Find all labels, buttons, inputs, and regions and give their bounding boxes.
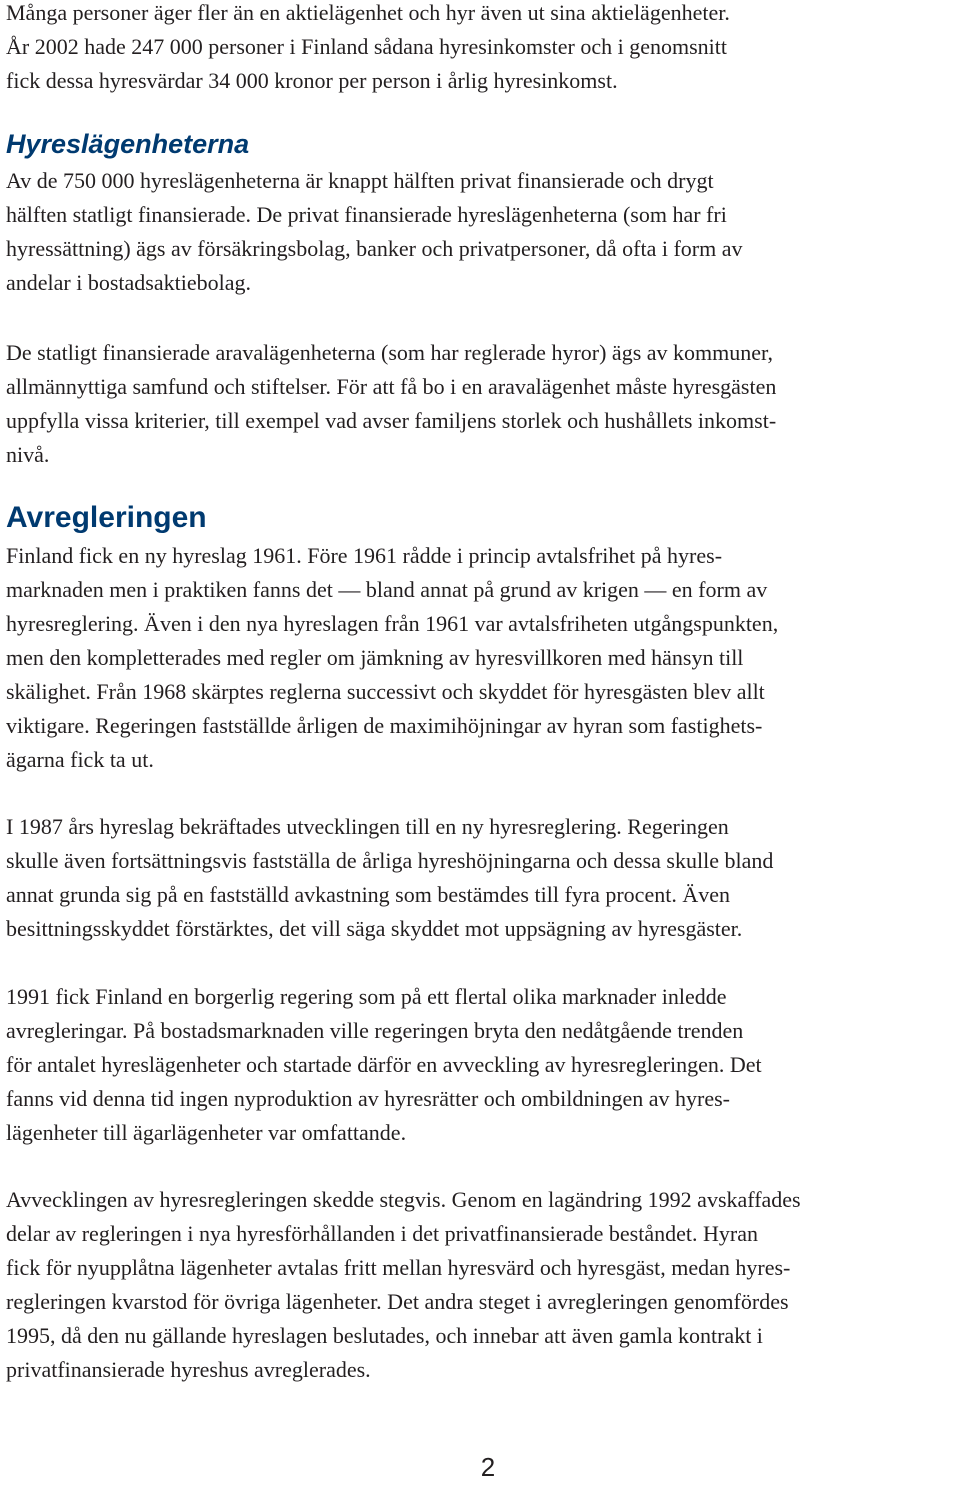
text-line: för antalet hyreslägenheter och startade därför en avveckling av hyresregleringen. Det	[6, 1052, 762, 1077]
page-number: 2	[480, 1452, 496, 1482]
text-line: avregleringar. På bostadsmarknaden ville regeringen bryta den nedåtgående trenden	[6, 1018, 744, 1043]
text-line: fanns vid denna tid ingen nyproduktion av hyresrätter och ombildningen av hyres-	[6, 1086, 730, 1111]
text-line: hälften statligt finansierade. De privat finansierade hyreslägenheterna (som har fri	[6, 202, 727, 227]
text-line: hyressättning) ägs av försäkringsbolag, banker och privatpersoner, då ofta i form av	[6, 236, 743, 261]
text-line: men den kompletterades med regler om jämkning av hyresvillkoren med hänsyn till	[6, 645, 744, 670]
paragraph-privat-finansierade	[6, 164, 743, 300]
paragraph-avvecklingen	[6, 1183, 801, 1387]
text-line: regleringen kvarstod för övriga lägenheter. Det andra steget i avregleringen genomfördes	[6, 1289, 789, 1314]
text-line: De statligt finansierade aravalägenheterna (som har reglerade hyror) ägs av kommuner,	[6, 340, 773, 365]
section-heading-avregleringen: Avregleringen	[6, 501, 207, 534]
text-line: lägenheter till ägarlägenheter var omfattande.	[6, 1120, 407, 1145]
text-line: uppfylla vissa kriterier, till exempel vad avser familjens storlek och hushållets inkomst-	[6, 408, 777, 433]
text-line: allmännyttiga samfund och stiftelser. För att få bo i en aravalägenhet måste hyresgästen	[6, 374, 777, 399]
text-line: nivå.	[6, 442, 50, 467]
text-line: skulle även fortsättningsvis fastställa de årliga hyreshöjningarna och dessa skulle bland	[6, 848, 774, 873]
text-line: hyresreglering. Även i den nya hyreslagen från 1961 var avtalsfriheten utgångspunkten,	[6, 611, 779, 636]
paragraph-statligt-finansierade	[6, 336, 776, 472]
paragraph-hyreslag-1987	[6, 810, 773, 946]
text-line: delar av regleringen i nya hyresförhållanden i det privatfinansierade beståndet. Hyran	[6, 1221, 758, 1246]
text-line: Finland fick en ny hyreslag 1961. Före 1961 rådde i princip avtalsfrihet på hyres-	[6, 543, 723, 568]
text-line: I 1987 års hyreslag bekräftades utvecklingen till en ny hyresreglering. Regeringen	[6, 814, 729, 839]
paragraph-hyreslag-1961	[6, 539, 778, 777]
text-line: besittningsskyddet förstärktes, det vill säga skyddet mot uppsägning av hyresgäster.	[6, 916, 743, 941]
text-line: ägarna fick ta ut.	[6, 747, 154, 772]
text-line: skälighet. Från 1968 skärptes reglerna successivt och skyddet för hyresgästen blev allt	[6, 679, 765, 704]
text-line: Många personer äger fler än en aktielägenhet och hyr även ut sina aktielägenheter.	[6, 0, 730, 25]
intro-paragraph	[6, 0, 730, 98]
text-line: 1991 fick Finland en borgerlig regering som på ett flertal olika marknader inledde	[6, 984, 727, 1009]
text-line: 1995, då den nu gällande hyreslagen beslutades, och innebar att även gamla kontrakt i	[6, 1323, 763, 1348]
text-line: andelar i bostadsaktiebolag.	[6, 270, 251, 295]
text-line: År 2002 hade 247 000 personer i Finland sådana hyresinkomster och i genomsnitt	[6, 34, 727, 59]
paragraph-1991	[6, 980, 762, 1150]
text-line: privatfinansierade hyreshus avreglerades.	[6, 1357, 371, 1382]
text-line: annat grunda sig på en fastställd avkastning som bestämdes till fyra procent. Även	[6, 882, 730, 907]
section-heading-hyreslagenheterna: Hyreslägenheterna	[6, 129, 250, 159]
text-line: Avvecklingen av hyresregleringen skedde stegvis. Genom en lagändring 1992 avskaffades	[6, 1187, 801, 1212]
text-line: viktigare. Regeringen fastställde årligen de maximihöjningar av hyran som fastighets-	[6, 713, 763, 738]
text-line: fick för nyupplåtna lägenheter avtalas fritt mellan hyresvärd och hyresgäst, medan hyres-	[6, 1255, 791, 1280]
text-line: marknaden men i praktiken fanns det — bland annat på grund av krigen — en form av	[6, 577, 768, 602]
text-line: Av de 750 000 hyreslägenheterna är knappt hälften privat finansierade och drygt	[6, 168, 714, 193]
text-line: fick dessa hyresvärdar 34 000 kronor per person i årlig hyresinkomst.	[6, 68, 618, 93]
